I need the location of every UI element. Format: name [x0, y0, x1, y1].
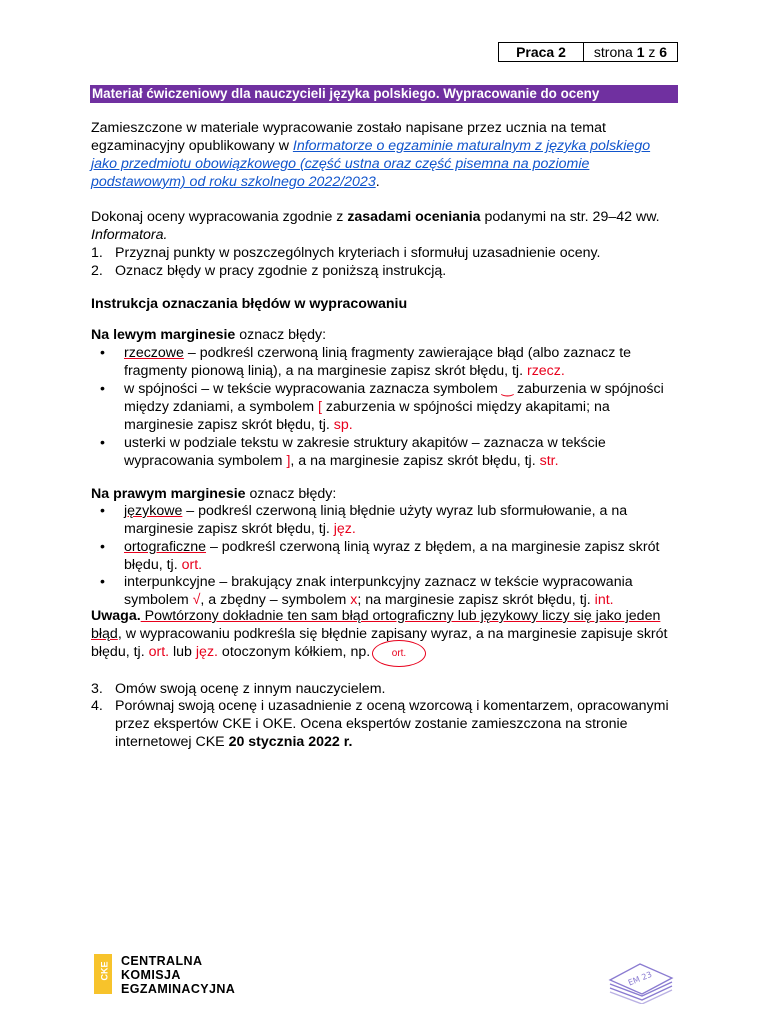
informator-link-cont[interactable]: jako przedmiotu obowiązkowego (część ustna oraz część pisemna na poziomie: [91, 156, 590, 172]
cke-logo-text: CENTRALNA KOMISJA EGZAMINACYJNA: [121, 954, 236, 996]
list-item: • ortograficzne – podkreśl czerwoną linią wyraz z błędem, a na marginesie zapisz skrót błędu, tj. ort.: [100, 539, 660, 573]
page-counter: strona 1 z 6: [593, 44, 668, 60]
work-label: Praca 2: [499, 43, 584, 61]
svg-text:EM 23: EM 23: [626, 969, 654, 988]
informator-link-end[interactable]: podstawowym) od roku szkolnego 2022/2023: [91, 174, 376, 190]
list-item: 3. Omów swoją ocenę z innym nauczycielem.: [91, 681, 386, 697]
intro-paragraph: Zamieszczone w materiale wypracowanie zostało napisane przez ucznia na temat egzaminacyjny opublikowany w Informatorze o egzaminie maturalnym z języka polskiego jako przedmiotu obowiązkowego (część ustna oraz część pisemna na poziomie podstawowym) od roku szkolnego 2022/2023.: [91, 120, 651, 190]
list-item: 1. Przyznaj punkty w poszczególnych kryteriach i sformułuj uzasadnienie oceny.: [91, 245, 601, 261]
list-item: • w spójności – w tekście wypracowania zaznacza symbolem ‿ zaburzenia w spójności między zdaniami, a symbolem [ zaburzenia w spójności między akapitami; na marginesie zapisz skrót błędu, tj. sp.: [100, 381, 664, 433]
page-header-box: [498, 42, 678, 62]
cke-logo-icon: CKE: [94, 954, 112, 994]
document-stack-icon: [606, 950, 676, 1004]
left-margin-heading: Na lewym marginesie oznacz błędy:: [91, 327, 327, 343]
ort-circle-example: ort.: [372, 640, 426, 667]
informator-link[interactable]: Informatorze o egzaminie maturalnym z języka polskiego: [292, 138, 651, 154]
list-item: • interpunkcyjne – brakujący znak interpunkcyjny zaznacz w tekście wypracowania symbolem √, a zbędny – symbolem x; na marginesie zapisz skrót błędu, tj. int.: [100, 574, 633, 608]
note-paragraph: Uwaga. Powtórzony dokładnie ten sam błąd ortograficzny lub językowy liczy się jako jeden błąd, w wypracowaniu podkreśla się błędnie zapisany wyraz, a na marginesie zapisuje skrót błędu, tj. ort. lub jęz. otoczonym kółkiem, np.: [91, 608, 668, 660]
assessment-paragraph: Dokonaj oceny wypracowania zgodnie z zasadami oceniania podanymi na str. 29–42 ww. Informatora.: [91, 209, 660, 243]
title-banner: Materiał ćwiczeniowy dla nauczycieli języka polskiego. Wypracowanie do oceny: [90, 85, 678, 103]
list-item: • językowe – podkreśl czerwoną linią błędnie użyty wyraz lub sformułowanie, a na marginesie zapisz skrót błędu, tj. jęz.: [100, 503, 628, 537]
right-margin-heading: Na prawym marginesie oznacz błędy:: [91, 486, 337, 502]
list-item: • usterki w podziale tekstu w zakresie struktury akapitów – zaznacza w tekście wypracowania symbolem ], a na marginesie zapisz skrót błędu, tj. str.: [100, 435, 606, 469]
list-item: 2. Oznacz błędy w pracy zgodnie z poniższą instrukcją.: [91, 263, 447, 279]
list-item: • rzeczowe – podkreśl czerwoną linią fragmenty zawierające błąd (albo zaznacz te fragmenty pionową linią), a na marginesie zapisz skrót błędu, tj. rzecz.: [100, 345, 632, 379]
list-item: 4. Porównaj swoją ocenę i uzasadnienie z oceną wzorcową i komentarzem, opracowanymi przez ekspertów CKE i OKE. Ocena ekspertów zostanie zamieszczona na stronie internetowej CKE 20 stycznia 2022 r.: [91, 698, 669, 750]
instruction-title: Instrukcja oznaczania błędów w wypracowaniu: [91, 296, 408, 312]
